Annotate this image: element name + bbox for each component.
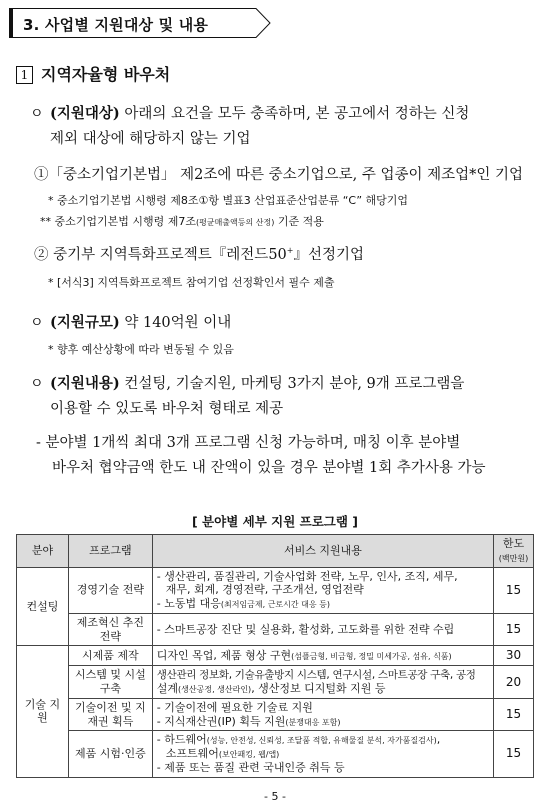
service-line: 재무, 회계, 경영전략, 구조개선, 영업전략 [165, 583, 364, 597]
req2-text: 중기부 지역특화프로젝트『레전드50 [53, 247, 287, 263]
service-cell: - 스마트공장 진단 및 실용화, 활성화, 고도화를 위한 전략 수립 [152, 613, 493, 646]
content-dash: - [36, 435, 41, 451]
section-header-text: 3. 사업별 지원대상 및 내용 [23, 16, 209, 34]
field-consulting: 컨설팅 [17, 567, 69, 646]
service-text: - 노동법 대응 [156, 597, 221, 610]
header-program: 프로그램 [68, 535, 152, 568]
req2-text-tail: 』선정기업 [293, 247, 365, 263]
content-text-1: 컨설팅, 기술지원, 마케팅 3가지 분야, 9개 프로그램을 [119, 376, 465, 392]
page-number: - 5 - [264, 790, 286, 803]
service-cell [152, 666, 493, 699]
service-small-text: (최저임금제, 근로시간 대응 등) [220, 600, 331, 609]
subsection-title-text: 지역자율형 바우처 [41, 65, 171, 84]
content-line-2: 이용할 수 있도록 바우처 형태로 제공 [50, 401, 284, 417]
field-tech: 기술 지원 [17, 646, 69, 777]
scale-note: * 향후 예산상황에 따라 변동될 수 있음 [48, 343, 234, 356]
req2-sup: + [286, 246, 294, 256]
service-text: - 하드웨어 [156, 733, 207, 747]
req2-line [34, 243, 364, 264]
header-limit-text: 한도 [502, 537, 525, 550]
content-bullet: ㅇ [30, 376, 44, 392]
limit-cell: 20 [494, 666, 534, 699]
req1-note-2-tail: 기준 적용 [274, 215, 324, 228]
header-limit-unit: (백만원) [498, 553, 529, 563]
limit-cell: 15 [494, 698, 534, 731]
req1-note-2-text: ** 중소기업기본법 시행령 제7조 [40, 215, 196, 228]
content-label: (지원내용) [50, 375, 120, 392]
program-cell: 기술이전 및 지재권 획득 [68, 698, 152, 731]
content-line-1 [30, 372, 464, 393]
req1-line [34, 163, 523, 184]
service-line [157, 597, 489, 611]
header-field: 분야 [17, 535, 69, 568]
table-row [17, 567, 534, 613]
service-text: , [436, 733, 441, 747]
service-line [157, 733, 489, 747]
scale-label: (지원규모) [50, 314, 120, 331]
service-cell [152, 567, 493, 613]
table-row [17, 613, 534, 646]
service-text: - 지식재산권(IP) 획득 지원 [156, 714, 286, 728]
target-line-2: 제외 대상에 해당하지 않는 기업 [50, 131, 251, 147]
scale-line [30, 311, 231, 332]
service-line [157, 682, 489, 696]
target-line-1 [30, 102, 469, 123]
table-row [17, 731, 534, 777]
service-small-text: (보안패킹, 웹/앱) [218, 750, 280, 759]
content-sub-2: 바우처 협약금액 한도 내 잔액이 있을 경우 분야별 1회 추가사용 가능 [52, 460, 486, 476]
service-small-text: (분쟁대응 포함) [285, 717, 341, 727]
service-cell [152, 731, 493, 777]
service-text: 설계 [156, 681, 179, 695]
table-row [17, 666, 534, 699]
program-cell: 시제품 제작 [68, 646, 152, 666]
req2-note: * [서식3] 지역특화프로젝트 참여기업 선정확인서 필수 제출 [48, 276, 335, 289]
header-service: 서비스 지원내용 [152, 535, 493, 568]
service-line: 생산관리 정보화, 기술유출방지 시스템, 연구시설, 스마트공장 구축, 공정 [156, 668, 476, 681]
target-bullet: ㅇ [30, 106, 44, 122]
service-line [157, 715, 489, 729]
table-caption: [ 분야별 세부 지원 프로그램 ] [191, 514, 358, 529]
table-header-row [17, 535, 534, 568]
target-label: (지원대상) [50, 105, 120, 122]
req1-text: 「중소기업기본법」 제2조에 따른 중소기업으로, 주 업종이 제조업*인 기업 [48, 167, 524, 183]
service-line: - 기술이전에 필요한 기술료 지원 [156, 700, 313, 714]
program-cell: 시스템 및 시설구축 [68, 666, 152, 699]
scale-text: 약 140억원 이내 [119, 315, 232, 331]
service-small-text: (섬플금형, 비금형, 정밀 미세가공, 섬유, 식품) [291, 651, 452, 661]
limit-cell: 15 [494, 567, 534, 613]
target-text-1: 아래의 요건을 모두 충족하며, 본 공고에서 정하는 신청 [119, 106, 470, 122]
limit-cell: 15 [494, 613, 534, 646]
service-text: 디자인 목업, 제품 형상 구현 [156, 648, 292, 662]
service-cell [152, 698, 493, 731]
req1-note-2-small: (평균매출액등의 산정) [196, 218, 275, 227]
table-row [17, 646, 534, 666]
program-table [16, 534, 534, 778]
service-text: , 생산정보 디지털화 지원 등 [251, 681, 386, 695]
limit-cell: 30 [494, 646, 534, 666]
service-small-text: (성능, 안전성, 신뢰성, 조달품 적합, 유해물질 분석, 자가품질검사) [206, 736, 437, 746]
content-sub-1 [36, 431, 460, 452]
service-text: 소프트웨어 [165, 747, 219, 760]
service-cell [152, 646, 493, 666]
program-cell: 경영기술 전략 [68, 567, 152, 613]
content-sub-text-1: 분야별 1개씩 최대 3개 프로그램 신청 가능하며, 매칭 이후 분야별 [45, 435, 461, 451]
section-header [9, 8, 271, 38]
limit-cell: 15 [494, 731, 534, 777]
service-line: - 제품 또는 품질 관련 국내인증 취득 등 [156, 760, 345, 774]
req1-note-2 [40, 213, 324, 229]
subsection-title [16, 62, 170, 85]
req1-note-1: * 중소기업기본법 시행령 제8조①항 별표3 산업표준산업분류 “C” 해당기업 [48, 194, 409, 207]
header-limit [494, 535, 534, 568]
program-cell: 제조혁신 추진전략 [68, 613, 152, 646]
service-line [157, 747, 489, 761]
scale-bullet: ㅇ [30, 315, 44, 331]
subsection-number: 1 [16, 66, 33, 84]
table-row [17, 698, 534, 731]
service-line: - 생산관리, 품질관리, 기술사업화 전략, 노무, 인사, 조직, 세무, [156, 569, 458, 583]
program-cell: 제품 시험·인증 [68, 731, 152, 777]
req2-marker: ② [34, 247, 49, 263]
req1-marker: ① [34, 167, 49, 183]
service-small-text: (생산공정, 생산라인) [178, 684, 252, 694]
